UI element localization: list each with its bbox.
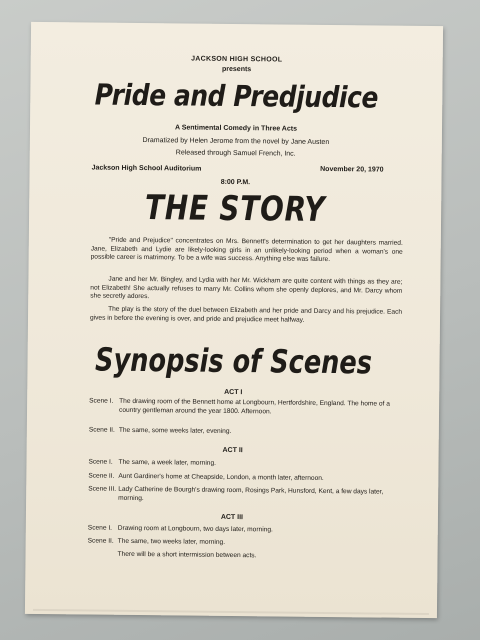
scene-label: Scene I.: [87, 524, 113, 532]
scene-entry: [88, 458, 404, 470]
performance-time: 8:00 P.M.: [220, 178, 251, 187]
presents-text: presents: [221, 65, 252, 74]
scene-label: Scene III.: [88, 485, 117, 493]
story-paragraph: The play is the story of the duel between Elizabeth and her pride and Darcy and his prejudice. Each gives in before the evening is over, and pride and prejudice meet halfway.: [89, 305, 403, 324]
scene-description: The same, two weeks later, morning.: [117, 537, 226, 546]
synopsis-heading: Synopsis of Scenes: [94, 340, 373, 382]
scene-entry: [88, 524, 404, 536]
scene-entry: [89, 426, 405, 438]
scene-label: Scene II.: [87, 537, 114, 545]
scene-description: Aunt Gardiner's home at Cheapside, London, a month later, afternoon.: [118, 472, 324, 482]
act-heading: ACT II: [222, 446, 243, 455]
scene-description: The drawing room of the Bennett home at Longbourn, Hertfordshire, England. The home of a country gentleman around the year 1800. Afternoon.: [119, 397, 390, 415]
scene-description: The same, a week later, morning.: [118, 458, 217, 467]
play-subtitle: A Sentimental Comedy in Three Acts: [174, 124, 298, 133]
scene-label: Scene I.: [88, 458, 113, 466]
scene-entry: [88, 537, 404, 549]
scene-entry: [88, 472, 404, 484]
dramatized-credit: Dramatized by Helen Jerome from the novel by Jane Austen: [142, 137, 330, 146]
venue: Jackson High School Auditorium: [91, 164, 202, 173]
scene-label: Scene II.: [88, 426, 115, 434]
scene-description: The same, some weeks later, evening.: [118, 426, 232, 435]
scene-description: Drawing room at Longbourn, two days later, morning.: [117, 524, 273, 534]
scene-label: Scene II.: [88, 472, 115, 480]
story-paragraph: Jane and her Mr. Bingley, and Lydia with her Mr. Wickham are quite content with things as they are; not Elizabeth! She actually refuses to marry Mr. Collins whom she openly deplores, and Mr. Darcy whom she secretly adores.: [90, 275, 403, 301]
release-credit: Released through Samuel French, Inc.: [175, 149, 296, 158]
scene-entry: [88, 485, 404, 505]
play-title: Pride and Predjudice: [94, 77, 379, 115]
scene-label: Scene I.: [89, 397, 114, 405]
intermission-note: There will be a short intermission between acts.: [117, 550, 257, 560]
playbill-page: [25, 22, 443, 618]
story-heading: THE STORY: [144, 188, 326, 230]
performance-date: November 20, 1970: [320, 165, 384, 174]
act-heading: ACT III: [220, 513, 244, 522]
scene-entry: [89, 397, 405, 417]
act-heading: ACT I: [224, 388, 243, 397]
scene-description: Lady Catherine de Bourgh's drawing room, Rosings Park, Hunsford, Kent, a few days later, morning.: [118, 485, 384, 502]
story-paragraph: "Pride and Prejudice" concentrates on Mrs. Bennett's determination to get her daughters married. Jane, Elizabeth and Lydie are likely-looking girls in an unlikely-looking period when a woman's one possible career is matrimony. To be a wife was success. Anything else was failure.: [90, 236, 403, 264]
school-name: JACKSON HIGH SCHOOL: [191, 55, 283, 64]
